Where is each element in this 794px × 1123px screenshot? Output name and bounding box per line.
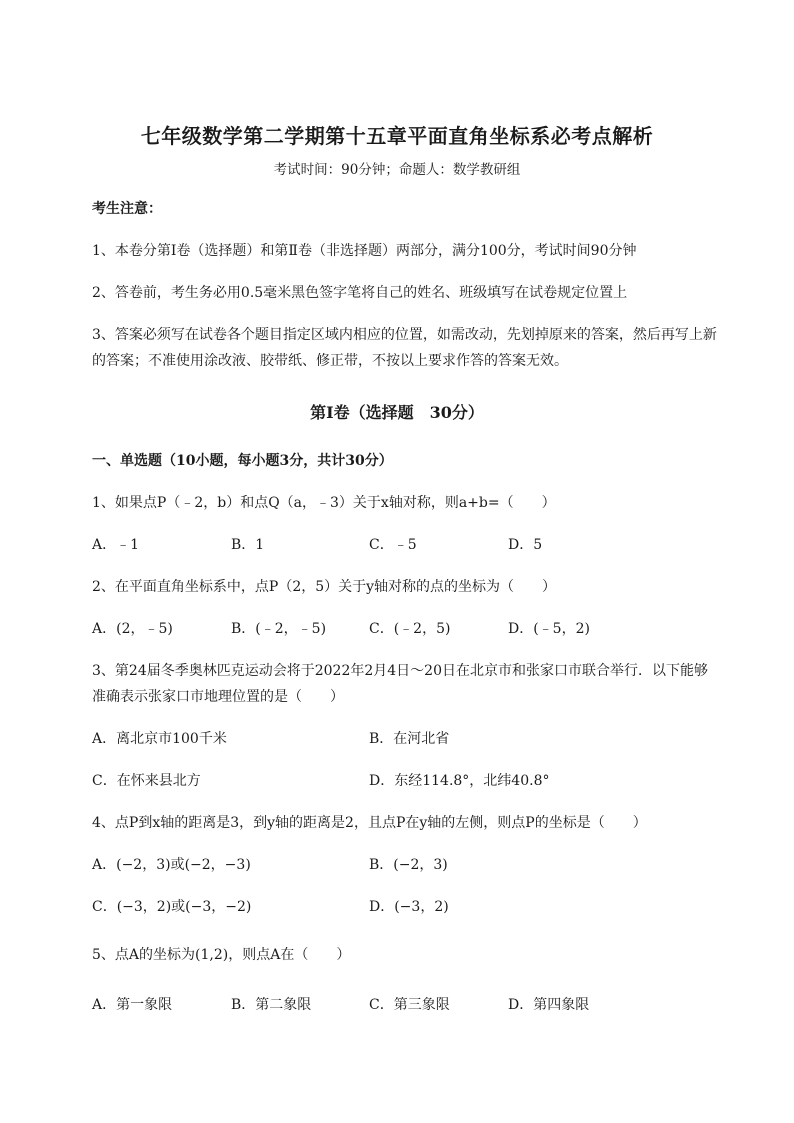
notice-item: 1、本卷分第I卷（选择题）和第Ⅱ卷（非选择题）两部分，满分100分，考试时间90分钟 xyxy=(92,243,637,259)
option-b[interactable]: B．(﹣2，﹣5) xyxy=(231,621,327,637)
option-b[interactable]: B．(−2，3) xyxy=(369,857,448,873)
option-b[interactable]: B．在河北省 xyxy=(369,731,450,747)
notice-item: 2、答卷前，考生务必用0.5毫米黑色签字笔将自己的姓名、班级填写在试卷规定位置上 xyxy=(92,285,628,301)
question-stem: 5、点A的坐标为(1,2)，则点A在（ ） xyxy=(92,947,351,963)
option-a[interactable]: A．离北京市100千米 xyxy=(92,731,227,747)
option-c[interactable]: C．(﹣2，5) xyxy=(369,621,451,637)
option-d[interactable]: D．(﹣5，2) xyxy=(508,621,590,637)
option-c[interactable]: C．﹣5 xyxy=(369,537,417,553)
option-d[interactable]: D．东经114.8°，北纬40.8° xyxy=(369,773,550,789)
question-stem: 4、点P到x轴的距离是3，到y轴的距离是2，且点P在y轴的左侧，则点P的坐标是（ ） xyxy=(92,815,647,831)
option-c[interactable]: C．第三象限 xyxy=(369,997,450,1013)
option-d[interactable]: D．5 xyxy=(508,537,543,553)
question-stem: 2、在平面直角坐标系中，点P（2，5）关于y轴对称的点的坐标为（ ） xyxy=(92,579,557,595)
question-options xyxy=(92,992,732,1018)
part-title: 一、单选题（10小题，每小题3分，共计30分） xyxy=(92,453,393,469)
option-d[interactable]: D．第四象限 xyxy=(508,997,590,1013)
question-options xyxy=(92,726,732,752)
option-c[interactable]: C．(−3，2)或(−3，−2) xyxy=(92,899,252,915)
notice-item: 3、答案必须写在试卷各个题目指定区域内相应的位置，如需改动，先划掉原来的答案，然后再写上新的答案；不准使用涂改液、胶带纸、修正带，不按以上要求作答的答案无效。 xyxy=(92,327,717,369)
option-a[interactable]: A．第一象限 xyxy=(92,997,173,1013)
question-options xyxy=(92,852,732,878)
option-c[interactable]: C．在怀来县北方 xyxy=(92,773,201,789)
notice-heading: 考生注意： xyxy=(92,201,162,217)
option-a[interactable]: A．(2，﹣5) xyxy=(92,621,173,637)
question-options xyxy=(92,768,732,794)
option-a[interactable]: A．﹣1 xyxy=(92,537,140,553)
question-options xyxy=(92,532,732,558)
page-title: 七年级数学第二学期第十五章平面直角坐标系必考点解析 xyxy=(140,124,654,148)
option-b[interactable]: B．1 xyxy=(231,537,265,553)
question-stem: 3、第24届冬季奥林匹克运动会将于2022年2月4日～20日在北京市和张家口市联合举行．以下能够准确表示张家口市地理位置的是（ ） xyxy=(92,663,708,705)
exam-info: 考试时间：90分钟；命题人：数学教研组 xyxy=(273,162,521,178)
section-title: 第I卷（选择题 30分） xyxy=(310,403,484,422)
option-a[interactable]: A．(−2，3)或(−2，−3) xyxy=(92,857,251,873)
option-d[interactable]: D．(−3，2) xyxy=(369,899,449,915)
question-options xyxy=(92,894,732,920)
question-options xyxy=(92,616,732,642)
question-stem: 1、如果点P（﹣2，b）和点Q（a，﹣3）关于x轴对称，则a+b=（ ） xyxy=(92,495,556,511)
option-b[interactable]: B．第二象限 xyxy=(231,997,312,1013)
